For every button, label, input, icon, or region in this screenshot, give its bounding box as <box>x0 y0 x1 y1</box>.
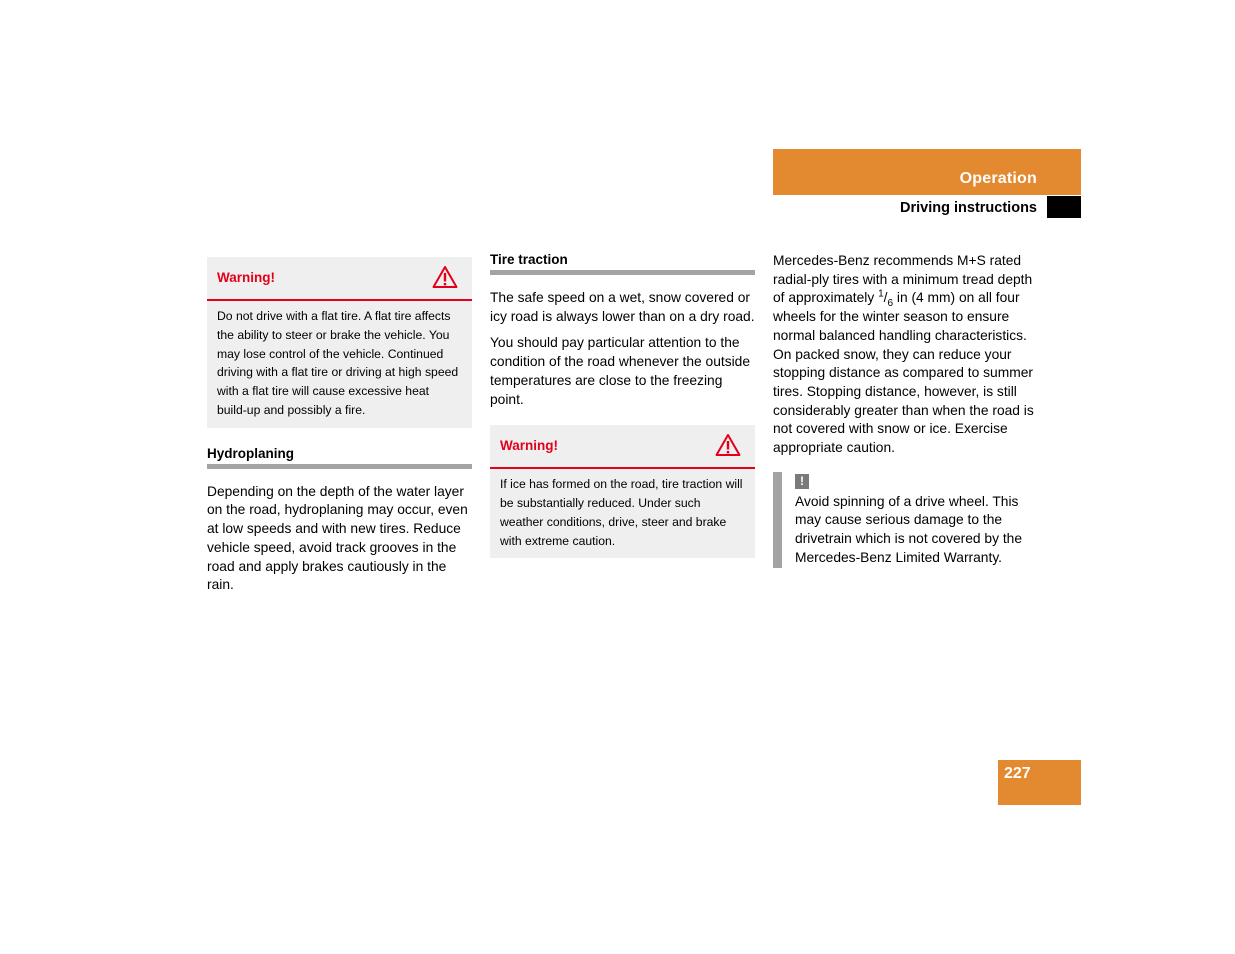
warning-label: Warning! <box>217 270 275 285</box>
warning-box-flat-tire <box>207 257 472 428</box>
heading-tire-traction: Tire traction <box>490 252 755 275</box>
warning-header <box>490 425 755 469</box>
page-number: 227 <box>1004 765 1031 782</box>
column-1 <box>207 257 472 603</box>
subsection-title: Driving instructions <box>900 200 1037 216</box>
winter-tires-text-end: in (4 mm) on all four wheels for the winter season to ensure normal balanced handling characteristics. On packed snow, they can reduce your stopping distance as compared to summer tires. Stopping distance, however, is still considerably greater than when the road is not covered with snow or ice. Exercise appropriate caution. <box>773 290 1034 456</box>
paragraph-winter-tires <box>773 252 1038 458</box>
fraction-numerator: 1 <box>878 288 884 300</box>
warning-text: Do not drive with a flat tire. A flat tire affects the ability to steer or brake the vehicle. You may lose control of the vehicle. Continued driving with a flat tire or driving at high speed with a flat tire will cause excessive heat build-up and possibly a fire. <box>217 309 459 417</box>
section-header <box>773 149 1081 195</box>
exclamation-icon: ! <box>795 474 809 489</box>
winter-tires-text-start: Mercedes-Benz recommends M+S rated radial-ply tires with a minimum tread depth of approximately <box>773 253 1033 306</box>
note-box-wheel-spin <box>773 472 1038 568</box>
warning-triangle-icon <box>715 433 741 457</box>
warning-header <box>207 257 472 301</box>
fraction-denominator: 6 <box>887 298 894 310</box>
paragraph-hydroplaning: Depending on the depth of the water layer on the road, hydroplaning may occur, even at low speeds and with new tires. Reduce vehicle speed, avoid track grooves in the road and apply brakes cautiously in the rain. <box>207 483 468 593</box>
warning-triangle-icon <box>432 265 458 289</box>
warning-box-ice <box>490 425 755 558</box>
section-title: Operation <box>959 170 1037 187</box>
paragraph-road-condition: You should pay particular attention to the condition of the road whenever the outside temperatures are close to the freezing point. <box>490 335 751 407</box>
column-2 <box>490 252 755 558</box>
fraction-slash: / <box>883 290 888 306</box>
warning-text: If ice has formed on the road, tire traction will be substantially reduced. Under such weather conditions, drive, steer and brake with extreme caution. <box>500 477 743 548</box>
paragraph-safe-speed: The safe speed on a wet, snow covered or icy road is always lower than on a dry road. <box>490 290 755 324</box>
chapter-tab-marker <box>1047 196 1081 218</box>
heading-hydroplaning: Hydroplaning <box>207 446 472 469</box>
column-3 <box>773 252 1038 568</box>
note-text: Avoid spinning of a drive wheel. This may cause serious damage to the drivetrain which is not covered by the Mercedes-Benz Limited Warranty. <box>795 493 1022 565</box>
warning-label: Warning! <box>500 438 558 454</box>
page-number-box <box>998 760 1081 805</box>
